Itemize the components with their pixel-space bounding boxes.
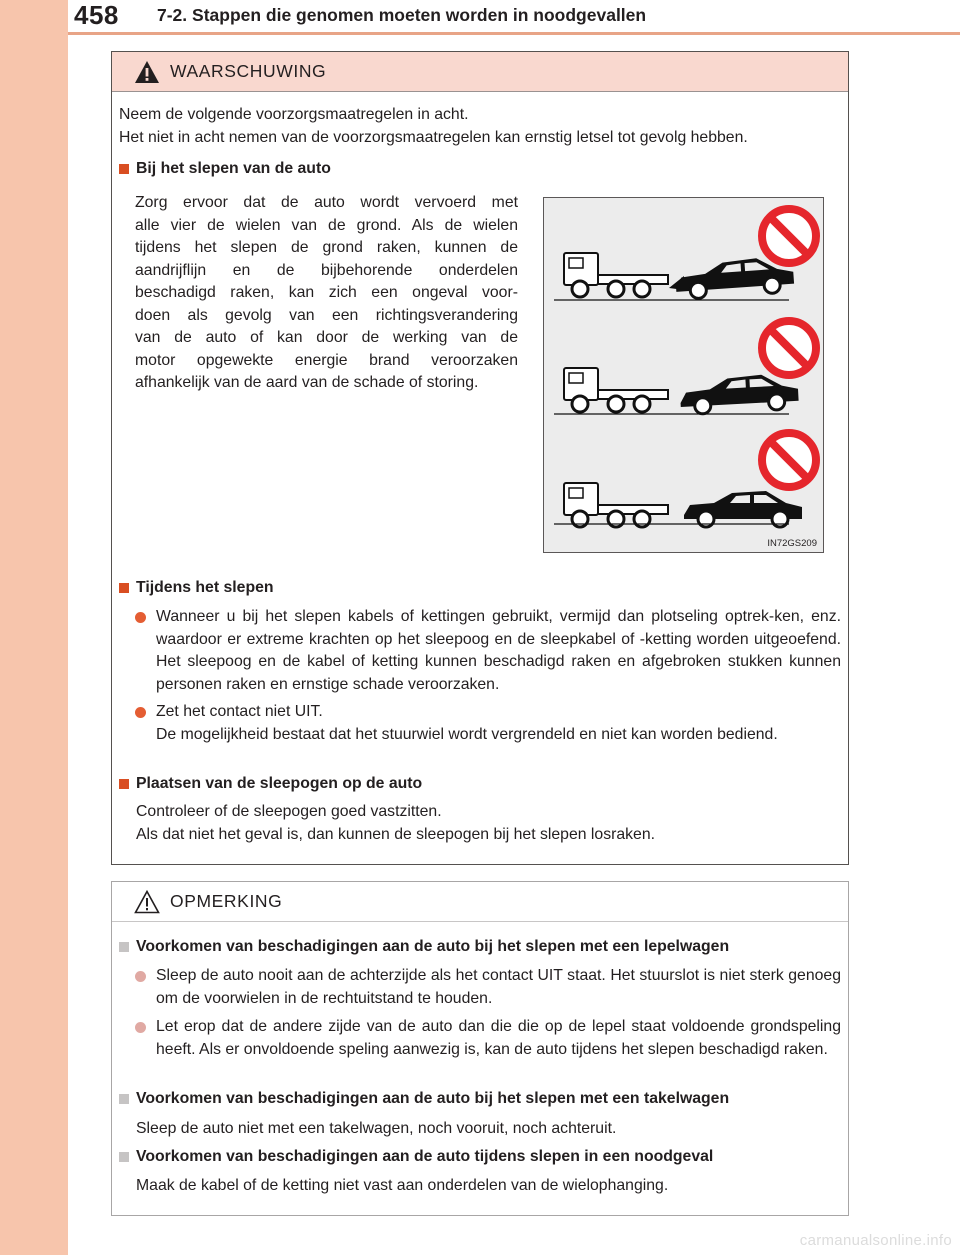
caution-triangle-icon [134,890,160,914]
warning-intro-2: Het niet in acht nemen van de voorzorgsmaatregelen kan ernstig letsel tot gevolg hebben. [119,129,748,146]
tow-truck-scene-1 [554,253,795,300]
emergency-text: Maak de kabel of de ketting niet vast aan onderdelen van de wielophanging. [136,1177,669,1194]
section-heading-towing [119,158,331,180]
section-square-icon [119,1152,129,1162]
section-heading-text: Plaatsen van de sleepogen op de auto [136,775,423,792]
towing-line: tijdens het slepen de grond raken, kunnen de [135,239,518,256]
bullet-text: Sleep de auto nooit aan de achterzijde als het contact UIT staat. Het stuurslot is niet sterk genoeg om de voorwielen in de rechtuitstand te houden. [156,967,841,1007]
prohibited-sign-icon [762,433,816,487]
towing-line: alle vier de wielen van de grond. Als de wielen [135,216,518,234]
section-heading-during-towing [119,577,274,599]
section-square-icon [119,942,129,952]
towing-line: motor opgewekte energie brand veroorzaken [135,351,518,369]
towing-paragraph [135,192,518,395]
bullet-dot-icon [135,612,146,623]
section-heading-text: Voorkomen van beschadigingen aan de auto bij het slepen met een takelwagen [136,1090,730,1107]
warning-intro-1: Neem de volgende voorzorgsmaatregelen in acht. [119,106,469,123]
watermark: carmanualsonline.info [799,1232,952,1249]
tow-truck-scene-3 [554,483,802,527]
towing-illustration [543,197,824,553]
header-rule [68,32,960,35]
section-heading-text: Voorkomen van beschadigingen aan de auto bij het slepen met een lepelwagen [136,938,730,955]
hoist-text: Sleep de auto niet met een takelwagen, noch vooruit, noch achteruit. [136,1120,617,1137]
warning-label: WAARSCHUWING [170,61,327,81]
bullet-dot-icon [135,971,146,982]
prohibited-sign-icon [762,209,816,263]
section-square-icon [119,1094,129,1104]
bullet-item [135,606,841,696]
section-square-icon [119,583,129,593]
section-square-icon [119,779,129,789]
note-label: OPMERKING [170,891,283,911]
section-heading-tow-eyelets [119,773,422,795]
towing-line: van de auto of kan door de werking van de [135,329,518,346]
eyelets-text-2: Als dat niet het geval is, dan kunnen de sleepogen bij het slepen losraken. [136,826,656,843]
note-heading-emergency [119,1146,713,1168]
bullet-item [135,965,841,1010]
bullet-dot-icon [135,707,146,718]
towing-line: afhankelijk van de aard van de schade of storing. [135,374,479,391]
page-side-band [0,0,68,1255]
figure-code: IN72GS209 [767,538,817,549]
bullet-item [135,1016,841,1061]
bullet-text: Let erop dat de andere zijde van de auto dan die die op de lepel staat voldoende grondspeling heeft. Als er onvoldoende speling aanwezig is, kan de auto tijdens het slepen beschadigd raken. [156,1018,841,1058]
note-heading-hoist-truck [119,1088,729,1110]
eyelets-text-1: Controleer of de sleepogen goed vastzitten. [136,803,442,820]
towing-line: aandrijflijn en de bijbehorende onderdelen [135,261,518,279]
note-heading-lifting-wagon [119,936,729,958]
tow-truck-scene-2 [554,368,799,415]
note-box [111,881,849,1216]
prohibited-sign-icon [762,321,816,375]
note-header [112,882,848,922]
bullet-text: De mogelijkheid bestaat dat het stuurwiel wordt vergrendeld en niet kan worden bediend. [156,725,778,743]
bullet-text: Wanneer u bij het slepen kabels of kettingen gebruikt, vermijd dan plotseling optrek-ken, enz. waardoor er extreme krachten op het sleepoog en de sleepkabel of -ketting worden uitgeoefend. Het sleepoog en de kabel of ketting kunnen beschadigd raken en afgebroken stukken kunnen personen raken en ernstige schade veroorzaken. [156,608,841,693]
warning-box [111,51,849,865]
page-number: 458 [74,0,119,30]
warning-header [112,52,848,92]
chapter-title: 7-2. Stappen die genomen moeten worden in noodgevallen [157,5,647,25]
section-heading-text: Bij het slepen van de auto [136,160,331,177]
bullet-text: Zet het contact niet UIT. [156,703,323,720]
section-square-icon [119,164,129,174]
towing-line: beschadigd raken, kan zich een ongeval voor- [135,284,518,301]
bullet-item [135,701,841,746]
section-heading-text: Voorkomen van beschadigingen aan de auto tijdens slepen in een noodgeval [136,1148,714,1165]
towing-line: Zorg ervoor dat de auto wordt vervoerd met [135,194,518,211]
bullet-dot-icon [135,1022,146,1033]
warning-triangle-icon [134,60,160,84]
towing-line: doen als gevolg van een richtingsverandering [135,306,518,324]
section-heading-text: Tijdens het slepen [136,579,274,596]
